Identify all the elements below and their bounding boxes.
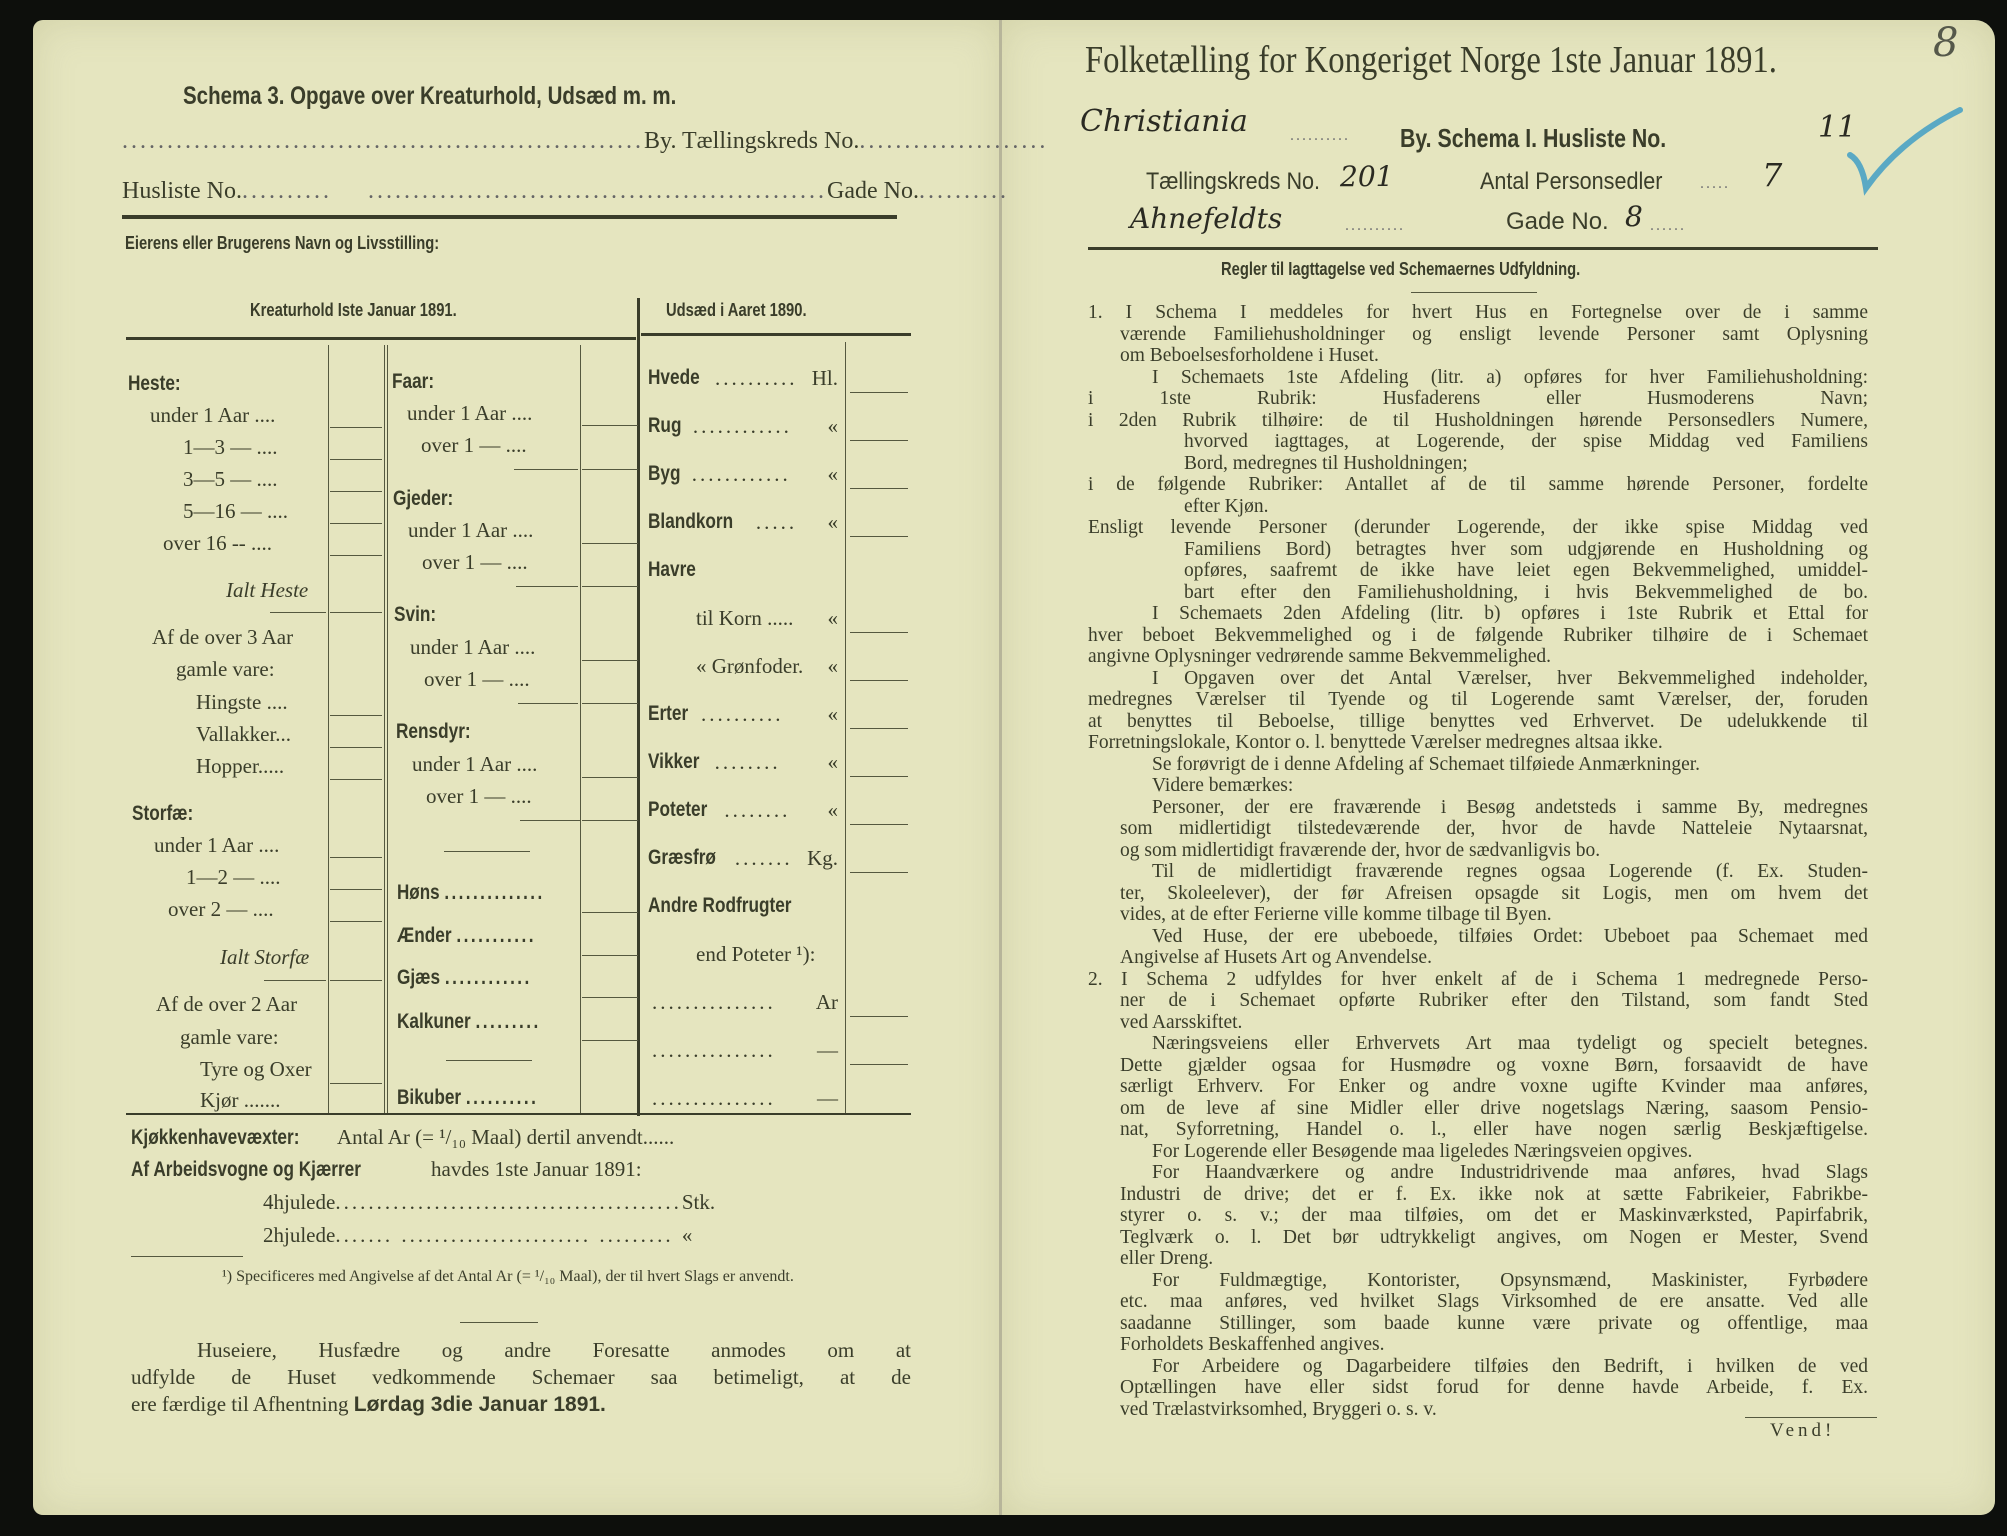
crop-unit: «	[827, 510, 838, 534]
rules-line: For Fuldmægtige, Kontorister, Opsynsmænd, Maskinister, Fyrbødere	[1152, 1269, 1868, 1291]
crop-dots: ...............	[652, 1038, 776, 1062]
vend-rule	[1745, 1417, 1877, 1418]
separator-line	[446, 1060, 532, 1061]
rules-line: hver beboet Bekvemmelighed og i de følgende Rubriker tilhøire de i Schemaet	[1088, 624, 1868, 646]
crop-row	[648, 462, 838, 486]
crop-entry-line	[850, 776, 908, 777]
by-kreds-line: ..........................................................By. Tællingskreds No......................	[122, 128, 1049, 154]
crop-unit: Hl.	[811, 366, 838, 390]
crop-row	[648, 798, 838, 822]
rules-line: om Beboelsesforholdene i Huset.	[1120, 345, 1379, 366]
crop-label: Græsfrø	[648, 846, 716, 869]
rules-line: Se forøvrigt de i denne Afdeling af Schemaet tilføiede Anmærkninger.	[1152, 753, 1701, 775]
crop-row	[648, 846, 838, 870]
entry-line	[330, 715, 382, 716]
crop-dots: .....	[755, 510, 798, 534]
crop-dots	[823, 894, 838, 918]
rules-line: For Logerende eller Besøgende maa ligeledes Næringsveien opgives.	[1152, 1140, 1693, 1162]
crop-row	[696, 942, 838, 966]
heste-row: 3—5 — ....	[183, 467, 278, 491]
crop-entry-line	[850, 440, 908, 441]
rules-line: eller Dreng.	[1120, 1248, 1214, 1269]
crop-label: « Grønfoder.	[696, 654, 804, 678]
rules-line: Personer, der ere fraværende i Besøg andetsteds i samme By, medregnes	[1152, 796, 1868, 818]
crop-row	[648, 1038, 838, 1062]
vend-label: Vend!	[1770, 1420, 1836, 1441]
entry-line	[582, 997, 638, 998]
storfae-sub-row: Tyre og Oxer	[200, 1057, 312, 1081]
crop-row	[648, 1086, 838, 1110]
census-title: Folketælling for Kongeriget Norge 1ste Januar 1891.	[1085, 39, 1777, 81]
crop-dots: ............	[692, 414, 792, 438]
vogne-text: havdes 1ste Januar 1891:	[431, 1157, 642, 1181]
storfae-row: 1—2 — ....	[186, 865, 281, 889]
crop-dots	[706, 558, 838, 582]
heste-sub-intro: gamle vare:	[176, 657, 275, 681]
crop-unit: «	[827, 702, 838, 726]
heste-row: 1—3 — ....	[183, 435, 278, 459]
crop-entry-line	[850, 680, 908, 681]
schema1-line: By. Schema I. Husliste No.	[1400, 123, 1667, 153]
heste-sub-row: Hopper.....	[196, 754, 285, 778]
crop-row	[648, 894, 838, 918]
poultry-row: Kalkuner .........	[397, 1010, 541, 1033]
rules-line: ner de i Schemaet opførte Rubriker efter den Tilstand, som fandt Sted	[1120, 990, 1868, 1011]
crop-unit: «	[827, 414, 838, 438]
udsaed-rule	[641, 333, 911, 336]
gade-value: 8	[1625, 200, 1643, 233]
rules-line: i 1ste Rubrik: Husfaderens eller Husmoderens Navn;	[1088, 388, 1868, 409]
poultry-row: Ænder ...........	[397, 924, 537, 947]
gade-dots: ......	[1650, 217, 1686, 234]
storfae-row: over 2 — ....	[168, 897, 274, 921]
col-line	[580, 345, 581, 1113]
rules-line: Teglværk o. l. Det bør udtrykkeligt angives, om Nogen er Mester, Svend	[1120, 1226, 1868, 1248]
rules-line: For Haandværkere og andre Industridrivende maa anføres, hvad Slags	[1152, 1162, 1868, 1183]
crop-dots: ..........	[701, 702, 784, 726]
personsedler-line: Antal Personsedler	[1480, 168, 1663, 195]
rules-line: hvorved iagttages, at Logerende, der spise Middag ved Familiens	[1184, 431, 1868, 452]
poultry-row: Høns ..............	[397, 881, 545, 904]
crop-dots: ............	[691, 462, 791, 486]
rules-line: i 2den Rubrik tilhøire: de til Husholdningen hørende Personsedlers Numere,	[1088, 409, 1868, 431]
kreaturhold-header: Kreaturhold Iste Januar 1891.	[250, 300, 457, 320]
rensdyr-label: Rensdyr:	[396, 720, 471, 743]
by-value-handwritten: Christiania	[1080, 104, 1248, 139]
rules-line: som midlertidigt tilstedeværende der, hvor de havde Natteleie Nytaarsnat,	[1120, 818, 1868, 839]
crop-label: Erter	[648, 702, 689, 725]
entry-line	[582, 586, 638, 587]
total-line	[518, 703, 578, 704]
crop-entry-line	[850, 488, 908, 489]
vogne-line	[131, 1156, 642, 1183]
notice-line: Huseiere, Husfædre og andre Foresatte anmodes om at	[197, 1338, 911, 1362]
notice-line: udfylde de Huset vedkommende Schemaer saa betimeligt, at de	[131, 1365, 911, 1389]
rules-line: I Schemaets 1ste Afdeling (litr. a) opføres for hver Familiehusholdning:	[1152, 366, 1868, 388]
crop-unit: —	[817, 1086, 838, 1110]
rules-line: Forholdets Beskaffenhed angives.	[1120, 1334, 1385, 1355]
husliste-value: 11	[1818, 110, 1857, 145]
street-dots: ..........	[1345, 217, 1405, 234]
rules-line: I Opgaven over det Antal Værelser, hver Bekvemmelighed indeholder,	[1152, 667, 1868, 689]
crop-entry-line	[850, 872, 908, 873]
entry-line	[330, 857, 382, 858]
crop-entry-line	[850, 1016, 908, 1017]
rules-line: 1. I Schema I meddeles for hvert Hus en Fortegnelse over de i samme	[1088, 302, 1868, 323]
rules-line: Til de midlertidigt fraværende regnes ogsaa Logerende (f. Ex. Studen-	[1152, 861, 1868, 882]
rules-line: bart efter den Familiehusholdning, i hvis Bekvemmelighed de bo.	[1184, 581, 1868, 603]
crop-dots: ........	[724, 798, 791, 822]
crop-label: Rug	[648, 414, 682, 437]
crop-entry-line	[850, 824, 908, 825]
crop-dots	[803, 654, 827, 678]
rensdyr-row: under 1 Aar ....	[412, 752, 538, 776]
entry-line	[582, 777, 638, 778]
entry-line	[330, 523, 382, 524]
col-line	[328, 345, 329, 1113]
storfae-sub-row: Kjør .......	[200, 1088, 281, 1112]
heste-sub-row: Hingste ....	[196, 690, 288, 714]
crop-row	[648, 990, 838, 1014]
rules-title: Regler til Iagttagelse ved Schemaernes Udfyldning.	[1221, 259, 1581, 279]
crop-entry-line	[850, 728, 908, 729]
rules-line: angivne Oplysninger vedrørende samme Bekvemmelighed.	[1088, 646, 1551, 667]
kreds-line: Tællingskreds No.	[1146, 168, 1321, 195]
total-line	[520, 820, 580, 821]
rules-line: om de leve af sine Midler eller drive nogetslags Næring, saasom Pensio-	[1120, 1097, 1868, 1119]
crop-label: Blandkorn	[648, 510, 734, 533]
gjeder-row: over 1 — ....	[422, 550, 528, 574]
entry-line	[582, 660, 638, 661]
kjokken-text: Antal Ar (= ¹/₁₀ Maal) dertil anvendt......	[337, 1125, 675, 1149]
total-line	[264, 980, 326, 981]
rules-text	[1088, 302, 1868, 1420]
notice-rule	[460, 1322, 538, 1323]
crop-unit: «	[827, 798, 838, 822]
husliste-gade-line: Husliste No........... ...................................................Gade No...........	[122, 178, 1009, 204]
crop-row	[648, 702, 838, 726]
rules-line: Familiens Bord) betragtes hver som udgjørende en Husholdning og	[1184, 538, 1868, 560]
storfae-sub-intro: Af de over 2 Aar	[156, 992, 298, 1016]
rules-line: Forretningslokale, Kontor o. l. benyttede Værelser medregnes altsaa ikke.	[1088, 732, 1663, 753]
entry-line	[582, 543, 638, 544]
col-line	[384, 345, 385, 1113]
rules-line: For Arbeidere og Dagarbeidere tilføies den Bedrift, i hvilken de ved	[1152, 1355, 1868, 1377]
crop-unit: «	[827, 654, 838, 678]
rules-line: Optællingen have eller sidst forud for denne havde Arbeide, f. Ex.	[1120, 1377, 1868, 1398]
entry-line	[582, 1040, 638, 1041]
entry-line	[330, 747, 382, 748]
svin-label: Svin:	[394, 603, 437, 626]
rules-line: Bord, medregnes til Husholdningen;	[1184, 452, 1468, 474]
rules-line: efter Kjøn.	[1184, 495, 1269, 517]
heste-row: over 16 -- ....	[163, 531, 273, 555]
crop-unit: Ar	[815, 990, 838, 1014]
rules-line: særligt Erhverv. For Enker og andre voxne ugifte Kvinder maa anføres,	[1120, 1076, 1868, 1097]
rules-line: medregnes Værelser til Tyende og til Logerende samt Værelser, der, foruden	[1088, 689, 1868, 710]
heste-sub-intro: Af de over 3 Aar	[152, 625, 294, 649]
kreds-value: 201	[1340, 160, 1394, 193]
by-dots: ..........	[1290, 127, 1350, 144]
gjeder-label: Gjeder:	[393, 487, 454, 510]
crop-entry-line	[850, 1064, 908, 1065]
table-bottom-rule	[126, 1113, 911, 1115]
gjeder-row: under 1 Aar ....	[408, 518, 534, 542]
crop-dots: ........	[714, 750, 781, 774]
rules-title-rule	[1411, 292, 1537, 293]
crop-row	[648, 750, 838, 774]
crop-label: til Korn .....	[696, 606, 794, 630]
rules-line: Ensligt levende Personer (derunder Logerende, der ikke spise Middag ved	[1088, 517, 1868, 538]
crop-label: Byg	[648, 462, 681, 485]
entry-line	[582, 425, 638, 426]
entry-line	[330, 427, 382, 428]
heste-sub-row: Vallakker...	[196, 722, 292, 746]
entry-line	[582, 912, 638, 913]
crop-dots: ...............	[652, 990, 776, 1014]
storfae-label: Storfæ:	[132, 802, 194, 825]
right-header-rule	[1088, 247, 1878, 250]
kreaturhold-rule	[126, 337, 636, 340]
rensdyr-row: over 1 — ....	[426, 784, 532, 808]
schema3-title: Schema 3. Opgave over Kreaturhold, Udsæd m. m.	[183, 82, 677, 110]
entry-line	[330, 555, 382, 556]
rules-line: værende Familiehusholdninger og ensligt levende Personer samt Oplysning	[1120, 323, 1868, 345]
faar-label: Faar:	[392, 370, 435, 393]
poultry-row: Gjæs ............	[397, 966, 532, 989]
crop-dots	[793, 606, 827, 630]
vogne-label: Af Arbeidsvogne og Kjærrer	[131, 1158, 361, 1181]
heste-label: Heste:	[128, 372, 181, 395]
crop-row	[648, 414, 838, 438]
storfae-row: under 1 Aar ....	[154, 833, 280, 857]
rules-line: i de følgende Rubriker: Antallet af de til samme hørende Personer, fordelte	[1088, 474, 1868, 495]
entry-line	[330, 491, 382, 492]
total-line	[514, 469, 578, 470]
crop-dots	[815, 942, 838, 966]
gade-line: Gade No.	[1506, 208, 1609, 235]
crop-dots: ...............	[652, 1086, 776, 1110]
kjokken-label: Kjøkkenhavevæxter:	[131, 1126, 300, 1149]
crop-label: end Poteter ¹):	[696, 942, 816, 966]
rules-line: I Schemaets 2den Afdeling (litr. b) opføres i 1ste Rubrik et Ettal for	[1152, 603, 1868, 624]
rules-line: saadanne Stillinger, som baade kunne være private og offentlige, maa	[1120, 1312, 1868, 1334]
street-handwritten: Ahnefeldts	[1130, 202, 1283, 235]
separator-line	[444, 851, 530, 852]
total-line	[270, 612, 326, 613]
crop-label: Andre Rodfrugter	[648, 894, 792, 917]
rules-line: styrer o. s. v.; der maa tilføies, om det er Maskinværksted, Papirfabrik,	[1120, 1205, 1868, 1226]
ialt-heste: Ialt Heste	[226, 578, 309, 602]
svin-row: over 1 — ....	[424, 667, 530, 691]
total-line	[516, 586, 578, 587]
entry-line	[330, 889, 382, 890]
crop-entry-line	[850, 536, 908, 537]
col-line	[387, 345, 388, 1113]
rules-line: Videre bemærkes:	[1152, 775, 1294, 796]
rules-line: ved Trælastvirksomhed, Bryggeri o. s. v.	[1120, 1398, 1437, 1420]
owner-label: Eierens eller Brugerens Navn og Livsstilling:	[125, 233, 440, 253]
entry-line	[582, 820, 638, 821]
entry-line	[582, 469, 638, 470]
poultry-row: Bikuber ..........	[397, 1086, 539, 1109]
crop-label: Havre	[648, 558, 696, 581]
crop-entry-line	[850, 392, 908, 393]
personsedler-value: 7	[1762, 156, 1783, 194]
rules-line: at benyttes til Beboelse, tillige benyttes ved Erhvervet. De udelukkende til	[1088, 710, 1868, 732]
rules-line: Dette gjælder ogsaa for Husmødre og voxne Børn, forsaavidt de have	[1120, 1054, 1868, 1076]
hjulede4-line: 4hjulede..........................................Stk.	[263, 1190, 716, 1214]
crop-unit: «	[827, 606, 838, 630]
faar-row: over 1 — ....	[421, 433, 527, 457]
svin-row: under 1 Aar ....	[410, 635, 536, 659]
rules-line: Ved Huse, der ere ubeboede, tilføies Ordet: Ubeboet paa Schemaet med	[1152, 925, 1868, 947]
crop-dots: ..........	[715, 366, 798, 390]
crop-unit: «	[827, 462, 838, 486]
notice	[131, 1337, 911, 1418]
udsaed-header: Udsæd i Aaret 1890.	[666, 300, 807, 320]
footnote: ¹) Specificeres med Angivelse af det Antal Ar (= ¹/₁₀ Maal), der til hvert Slags er anvendt.	[222, 1268, 794, 1285]
footnote-rule	[131, 1256, 243, 1257]
rules-line: opføres, saafremt de ikke have leiet egen Bekvemmelighed, umiddel-	[1184, 560, 1868, 581]
storfae-sub-intro: gamle vare:	[180, 1025, 279, 1049]
rules-line: Næringsveiens eller Erhvervets Art maa tydeligt og specielt betegnes.	[1152, 1033, 1868, 1054]
crop-label: Poteter	[648, 798, 708, 821]
crop-unit: Kg.	[807, 846, 838, 870]
faar-row: under 1 Aar ....	[407, 401, 533, 425]
entry-line	[330, 980, 382, 981]
rules-line: nat, Syforretning, Handel o. l., eller have nogen særlig Beskjæftigelse.	[1120, 1119, 1868, 1140]
heste-row: under 1 Aar ....	[150, 403, 276, 427]
crop-row	[648, 366, 838, 390]
crop-row	[696, 654, 838, 678]
header-rule	[122, 215, 897, 219]
heste-row: 5—16 — ....	[183, 499, 288, 523]
rules-line: etc. maa anføres, ved hvilket Slags Virksomhed de ere ansatte. Ved alle	[1120, 1291, 1868, 1312]
crop-label: Vikker	[648, 750, 700, 773]
book-spine	[999, 20, 1002, 1515]
entry-line	[330, 612, 382, 613]
crop-row	[648, 510, 838, 534]
entry-line	[330, 459, 382, 460]
crop-entry-line	[850, 632, 908, 633]
hjulede2-line: 2hjulede....... ....................... ......... «	[263, 1223, 693, 1247]
rules-line: ter, Skoleelever), der før Afreisen opsagde sit Logis, men om hvem det	[1120, 882, 1868, 904]
personsedler-dots: .....	[1700, 175, 1730, 192]
section-divider	[637, 298, 640, 1116]
col-line	[845, 342, 846, 1113]
entry-line	[582, 955, 638, 956]
corner-page-number: 8	[1933, 20, 1959, 66]
crop-unit: «	[827, 750, 838, 774]
rules-line: 2. I Schema 2 udfyldes for hver enkelt af de i Schema 1 medregnede Perso-	[1088, 968, 1868, 990]
ialt-storfae: Ialt Storfæ	[220, 945, 310, 969]
crop-label: Hvede	[648, 366, 700, 389]
rules-line: vides, at de efter Ferierne ville komme tilbage til Byen.	[1120, 904, 1552, 925]
rules-line: Angivelse af Husets Art og Anvendelse.	[1120, 947, 1432, 968]
checkmark-icon	[1840, 100, 1970, 200]
kjokken-line	[131, 1124, 674, 1151]
crop-row	[648, 558, 838, 582]
rules-line: ved Aarsskiftet.	[1120, 1011, 1243, 1033]
crop-row	[696, 606, 838, 630]
rules-line: Industri de drive; det er f. Ex. ikke nok at sætte Fabrikeier, Fabrikbe-	[1120, 1183, 1868, 1205]
crop-unit: —	[817, 1038, 838, 1062]
crop-dots: .......	[734, 846, 793, 870]
rules-line: og som midlertidigt fraværende der, hvor de sædvanligvis bo.	[1120, 839, 1601, 861]
entry-line	[330, 779, 382, 780]
entry-line	[330, 1083, 382, 1084]
entry-line	[582, 703, 638, 704]
notice-line: ere færdige til Afhentning Lørdag 3die Januar 1891.	[131, 1392, 606, 1416]
entry-line	[330, 921, 382, 922]
